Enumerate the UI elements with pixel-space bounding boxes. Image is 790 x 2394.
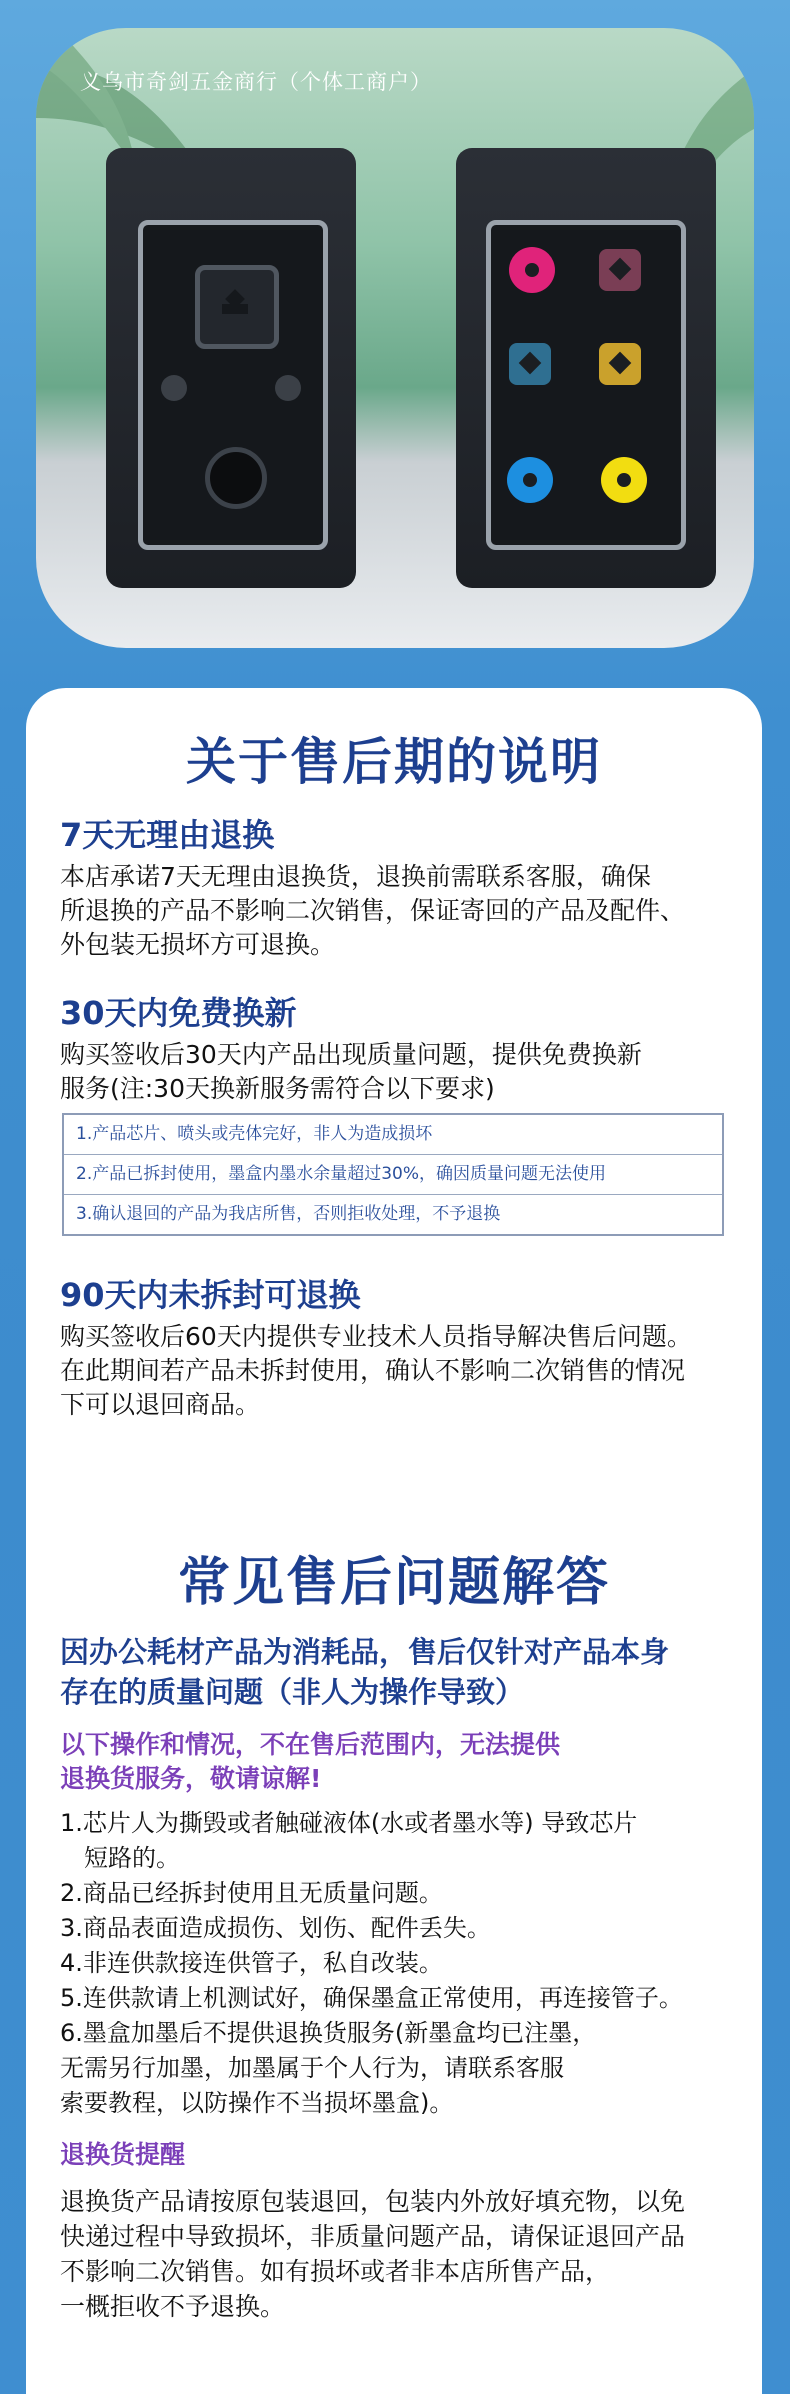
excluded-cases-list — [60, 1806, 760, 2121]
cartridge-dot — [275, 375, 301, 401]
text-line: 因办公耗材产品为消耗品，售后仅针对产品本身 — [60, 1635, 670, 1669]
section-text-90-day — [60, 1320, 760, 1422]
text-line: 下可以退回商品。 — [60, 1390, 261, 1419]
page-title: 关于售后期的说明 — [186, 733, 602, 791]
list-item: 索要教程，以防操作不当损坏墨盒)。 — [60, 2089, 454, 2117]
section-title-30-day: 30天内免费换新 — [60, 994, 297, 1032]
text-line: 退换货产品请按原包装退回，包装内外放好填充物，以免 — [60, 2187, 686, 2216]
yellow-vent-icon — [599, 343, 641, 385]
faq-lead — [60, 1632, 760, 1712]
section-text-30-day — [60, 1038, 760, 1106]
color-cartridge-image — [456, 148, 716, 588]
faq-notice — [60, 1728, 760, 1796]
list-item — [60, 1806, 760, 1876]
text-line: 服务(注:30天换新服务需符合以下要求) — [60, 1074, 495, 1103]
black-cartridge-image — [106, 148, 356, 588]
list-item: 无需另行加墨，加墨属于个人行为，请联系客服 — [60, 2054, 564, 2082]
text-line: 购买签收后60天内提供专业技术人员指导解决售后问题。 — [60, 1322, 692, 1351]
section-title-7-day: 7天无理由退换 — [60, 816, 275, 854]
section-title-90-day: 90天内未拆封可退换 — [60, 1276, 361, 1314]
shop-name: 义乌市奇剑五金商行（个体工商户） — [80, 70, 432, 94]
cyan-ink-port-icon — [507, 457, 553, 503]
list-item: 2.商品已经拆封使用且无质量问题。 — [60, 1879, 443, 1907]
reminder-title: 退换货提醒 — [60, 2140, 186, 2169]
magenta-vent-icon — [599, 249, 641, 291]
after-sales-card — [26, 688, 762, 2394]
list-item: 4.非连供款接连供管子，私自改装。 — [60, 1949, 443, 1977]
text-line: 退换货服务，敬请谅解! — [60, 1764, 322, 1793]
faq-title: 常见售后问题解答 — [177, 1553, 610, 1613]
text-line: 快递过程中导致损坏，非质量问题产品，请保证退回产品 — [60, 2222, 686, 2251]
text-line: 不影响二次销售。如有损坏或者非本店所售产品， — [60, 2257, 611, 2286]
reminder-text — [60, 2184, 760, 2324]
rule-row: 2.产品已拆封使用，墨盒内墨水余量超过30%，确因质量问题无法使用 — [64, 1154, 722, 1194]
cartridge-dot — [161, 375, 187, 401]
black-outlet-port — [205, 447, 267, 509]
yellow-ink-port-icon — [601, 457, 647, 503]
text-line: 购买签收后30天内产品出现质量问题，提供免费换新 — [60, 1040, 642, 1069]
magenta-ink-port-icon — [509, 247, 555, 293]
text-line: 以下操作和情况，不在售后范围内，无法提供 — [60, 1730, 561, 1759]
color-cartridge-window — [486, 220, 686, 550]
list-item-text: 1.芯片人为撕毁或者触碰液体(水或者墨水等) 导致芯片 — [60, 1809, 638, 1837]
rule-row: 1.产品芯片、喷头或壳体完好，非人为造成损坏 — [76, 1124, 433, 1144]
black-ink-port-icon — [195, 265, 279, 349]
list-item: 5.连供款请上机测试好，确保墨盒正常使用，再连接管子。 — [60, 1984, 683, 2012]
text-line: 在此期间若产品未拆封使用，确认不影响二次销售的情况 — [60, 1356, 686, 1385]
list-item: 6.墨盒加墨后不提供退换货服务(新墨盒均已注墨， — [60, 2019, 597, 2047]
list-item: 3.商品表面造成损伤、划伤、配件丢失。 — [60, 1914, 491, 1942]
black-cartridge-window — [138, 220, 328, 550]
cyan-vent-icon — [509, 343, 551, 385]
section-text-7-day — [60, 860, 760, 962]
text-line: 外包装无损坏方可退换。 — [60, 930, 336, 959]
text-line: 本店承诺7天无理由退换货，退换前需联系客服，确保 — [60, 862, 651, 891]
text-line: 一概拒收不予退换。 — [60, 2292, 286, 2321]
hero-banner — [36, 28, 754, 648]
text-line: 存在的质量问题（非人为操作导致） — [60, 1675, 525, 1709]
rule-row: 3.确认退回的产品为我店所售，否则拒收处理，不予退换 — [64, 1194, 722, 1234]
text-line: 所退换的产品不影响二次销售，保证寄回的产品及配件、 — [60, 896, 686, 925]
replacement-rules-table — [62, 1113, 724, 1236]
list-item-continuation: 短路的。 — [84, 1844, 180, 1872]
